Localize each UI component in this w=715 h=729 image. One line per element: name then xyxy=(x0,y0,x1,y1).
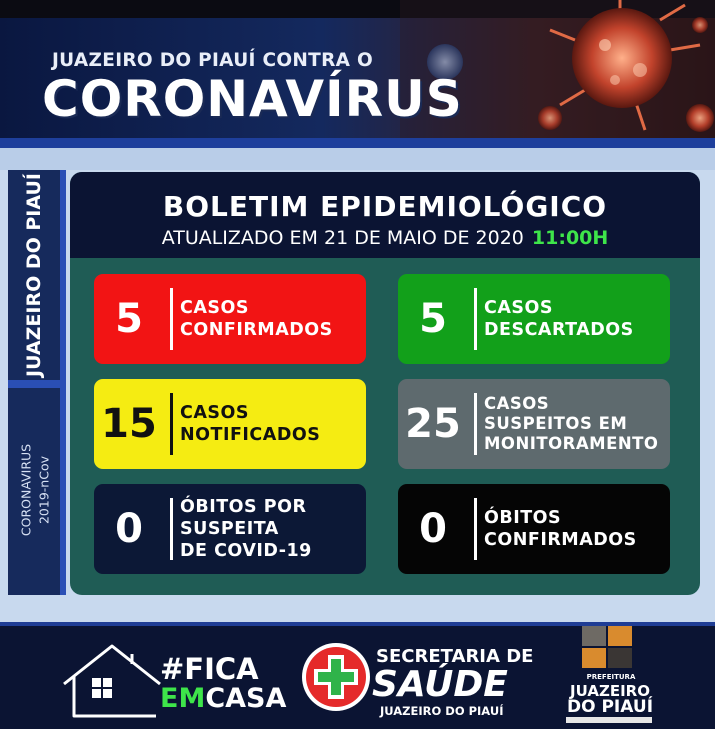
saude-label: SAÚDE xyxy=(372,664,508,705)
notified-cases-label: CASOS NOTIFICADOS xyxy=(180,403,321,445)
card-separator xyxy=(474,498,477,560)
bulletin-time: 11:00H xyxy=(531,227,609,249)
confirmed-cases-count: 5 xyxy=(115,296,143,342)
bulletin-title: BOLETIM EPIDEMIOLÓGICO xyxy=(162,190,608,223)
secretaria-city-label: JUAZEIRO DO PIAUÍ xyxy=(380,704,504,718)
header-title: CORONAVÍRUS xyxy=(42,70,463,128)
confirmed-deaths-count: 0 xyxy=(419,506,447,552)
side-coronavirus-label: CORONAVIRUS xyxy=(18,443,34,537)
confirmed-cases-label: CASOS CONFIRMADOS xyxy=(180,298,333,340)
header-stripe xyxy=(0,138,715,148)
fica-text: #FICA xyxy=(160,652,259,686)
card-notified-cases xyxy=(94,379,366,469)
side-ncov-label: 2019-nCov xyxy=(36,455,52,525)
header-subtitle: JUAZEIRO DO PIAUÍ CONTRA O xyxy=(52,50,373,71)
bulletin-board xyxy=(70,172,700,595)
discarded-cases-label: CASOS DESCARTADOS xyxy=(484,298,634,340)
confirmed-deaths-label: ÓBITOS CONFIRMADOS xyxy=(484,508,637,550)
prefeitura-name-1: JUAZEIRO xyxy=(570,682,650,700)
card-separator xyxy=(474,288,477,350)
bulletin-header xyxy=(70,172,700,258)
monitoring-cases-label: CASOS SUSPEITOS EM MONITORAMENTO xyxy=(484,394,659,453)
card-separator xyxy=(474,393,477,455)
header-banner xyxy=(0,0,715,138)
monitoring-cases-count: 25 xyxy=(405,401,461,447)
em-text: EM xyxy=(160,683,206,714)
prefeitura-label: PREFEITURA xyxy=(586,673,636,681)
prefeitura-logo-icon xyxy=(578,624,638,674)
card-monitoring-cases xyxy=(398,379,670,469)
discarded-cases-count: 5 xyxy=(419,296,447,342)
card-suspected-deaths xyxy=(94,484,366,574)
card-confirmed-cases xyxy=(94,274,366,364)
emcasa-text xyxy=(160,683,286,714)
card-discarded-cases xyxy=(398,274,670,364)
card-separator xyxy=(170,498,173,560)
suspected-deaths-label: ÓBITOS POR SUSPEITA DE COVID-19 xyxy=(180,497,312,561)
prefeitura-name-2: DO PIAUÍ xyxy=(566,697,654,717)
house-icon xyxy=(60,640,170,720)
card-separator xyxy=(170,288,173,350)
bulletin-updated xyxy=(70,227,700,249)
secretaria-label: SECRETARIA DE xyxy=(376,646,534,667)
medical-cross-icon xyxy=(300,641,372,713)
suspected-deaths-count: 0 xyxy=(115,506,143,552)
card-separator xyxy=(170,393,173,455)
notified-cases-count: 15 xyxy=(101,401,157,447)
side-city-label: JUAZEIRO DO PIAUÍ xyxy=(23,173,45,377)
bulletin-updated-text: ATUALIZADO EM 21 DE MAIO DE 2020 xyxy=(161,227,524,249)
prefeitura-strip xyxy=(566,717,652,723)
header-stripe-light xyxy=(0,148,715,170)
side-divider xyxy=(8,380,60,388)
casa-text: CASA xyxy=(205,683,287,714)
side-accent xyxy=(60,170,66,595)
card-confirmed-deaths xyxy=(398,484,670,574)
